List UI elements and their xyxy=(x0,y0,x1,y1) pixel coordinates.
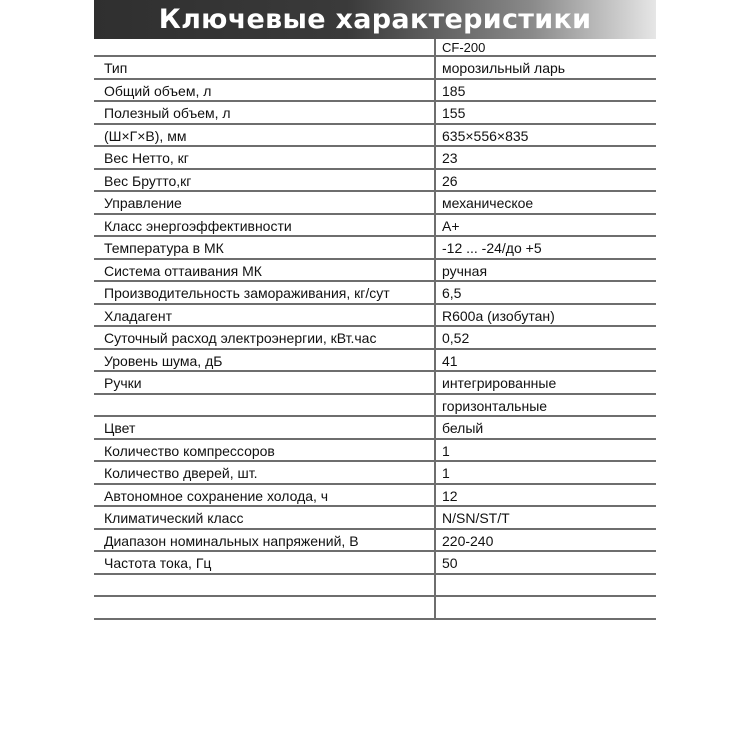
spec-label: Частота тока, Гц xyxy=(104,555,212,571)
spec-row xyxy=(94,57,656,80)
spec-row xyxy=(94,147,656,170)
spec-value: механическое xyxy=(442,195,534,211)
spec-row xyxy=(94,350,656,373)
spec-row xyxy=(94,282,656,305)
spec-row xyxy=(94,417,656,440)
spec-value: 12 xyxy=(442,487,458,504)
spec-value: 23 xyxy=(442,150,458,166)
spec-row xyxy=(94,125,656,148)
spec-label: Класс энергоэффективности xyxy=(104,217,292,234)
spec-row xyxy=(94,170,656,193)
spec-value: интегрированные xyxy=(442,375,557,391)
spec-label: Тип xyxy=(104,60,128,76)
spec-row xyxy=(94,372,656,395)
spec-row xyxy=(94,80,656,103)
spec-row xyxy=(94,215,656,238)
spec-label: Управление xyxy=(104,195,182,211)
spec-label: Диапазон номинальных напряжений, В xyxy=(104,532,359,549)
spec-value: R600a (изобутан) xyxy=(442,307,555,324)
spec-value: ручная xyxy=(442,262,488,279)
spec-value: 6,5 xyxy=(442,285,462,301)
spec-row xyxy=(94,597,656,620)
spec-label: Вес Брутто,кг xyxy=(104,172,192,189)
spec-value: 41 xyxy=(442,352,458,369)
spec-value: A+ xyxy=(442,217,460,234)
spec-value: 635×556×835 xyxy=(442,127,529,144)
spec-value: 0,52 xyxy=(442,330,470,346)
title-banner xyxy=(94,0,656,39)
model-name: CF-200 xyxy=(442,40,486,55)
spec-label: Количество дверей, шт. xyxy=(104,465,258,481)
spec-label: Количество компрессоров xyxy=(104,442,275,459)
spec-label: Ручки xyxy=(104,375,142,391)
spec-label: Вес Нетто, кг xyxy=(104,150,189,166)
spec-label: Производительность замораживания, кг/сут xyxy=(104,285,390,301)
spec-value: -12 ... -24/до +5 xyxy=(442,240,542,256)
spec-label: Уровень шума, дБ xyxy=(104,352,223,369)
spec-value: N/SN/ST/T xyxy=(442,510,510,526)
spec-row xyxy=(94,552,656,575)
spec-row xyxy=(94,102,656,125)
header-row xyxy=(94,39,656,57)
spec-label: Система оттаивания МК xyxy=(104,262,262,279)
spec-row xyxy=(94,462,656,485)
spec-row xyxy=(94,440,656,463)
spec-value: 26 xyxy=(442,172,458,189)
spec-label: Климатический класс xyxy=(104,510,244,526)
spec-row xyxy=(94,395,656,418)
spec-row xyxy=(94,575,656,598)
spec-value: 185 xyxy=(442,82,466,99)
spec-value: 220-240 xyxy=(442,532,494,549)
spec-value: морозильный ларь xyxy=(442,60,566,76)
spec-value: белый xyxy=(442,420,484,436)
spec-label: Хладагент xyxy=(104,307,172,324)
spec-label: (Ш×Г×В), мм xyxy=(104,127,187,144)
spec-label: Общий объем, л xyxy=(104,82,212,99)
spec-value: 155 xyxy=(442,105,466,121)
spec-label: Автономное сохранение холода, ч xyxy=(104,487,329,504)
column-divider xyxy=(434,39,436,619)
spec-row xyxy=(94,485,656,508)
page-title: Ключевые характеристики xyxy=(158,4,592,35)
spec-row xyxy=(94,237,656,260)
spec-row xyxy=(94,530,656,553)
spec-label: Цвет xyxy=(104,420,136,436)
spec-value: 50 xyxy=(442,555,458,571)
spec-label: Полезный объем, л xyxy=(104,105,231,121)
spec-row xyxy=(94,260,656,283)
spec-label: Температура в МК xyxy=(104,240,224,256)
spec-value: 1 xyxy=(442,442,450,459)
spec-value: 1 xyxy=(442,465,450,481)
spec-row xyxy=(94,507,656,530)
spec-row xyxy=(94,327,656,350)
spec-value: горизонтальные xyxy=(442,397,548,414)
spec-row xyxy=(94,192,656,215)
spec-row xyxy=(94,305,656,328)
spec-label: Суточный расход электроэнергии, кВт.час xyxy=(104,330,377,346)
